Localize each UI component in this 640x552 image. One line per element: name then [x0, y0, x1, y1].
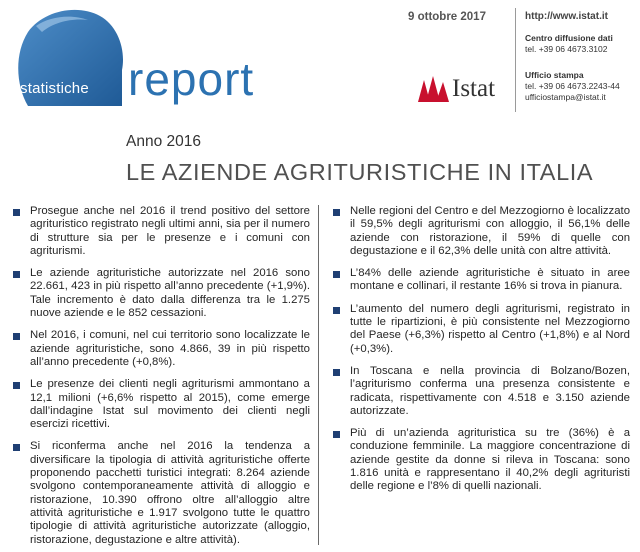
bullet-text: Le presenze dei clienti negli agriturismi ammontano a 12,1 milioni (+6,6% rispetto al 2015), come emerge dall’indagine Istat sul movimento dei clienti negli esercizi ricettivi. — [30, 378, 310, 431]
left-column — [8, 205, 310, 552]
contact-email[interactable]: ufficiostampa@istat.it — [525, 92, 606, 102]
release-date: 9 ottobre 2017 — [408, 11, 486, 23]
contact-phone: tel. +39 06 4673.2243-44 — [525, 81, 620, 91]
contact-press-office — [525, 70, 620, 103]
list-item — [8, 440, 310, 546]
contact-data-center — [525, 33, 613, 55]
bullet-square-icon — [13, 271, 20, 278]
contact-title: Ufficio stampa — [525, 70, 584, 80]
bullet-square-icon — [13, 444, 20, 451]
list-item — [8, 205, 310, 258]
bullet-square-icon — [333, 209, 340, 216]
bullet-text: Le aziende agrituristiche autorizzate nel 2016 sono 22.661, 423 in più rispetto all’anno precedente (+1,9%). Tale incremento è dato dalla differenza tra le 1.275 nuove aziende e le 852 cessazioni. — [30, 267, 310, 320]
report-year: Anno 2016 — [126, 133, 201, 150]
right-column — [328, 205, 630, 503]
logo-label: statistiche — [20, 80, 89, 97]
list-item — [328, 365, 630, 418]
header-divider — [515, 8, 516, 112]
bullet-text: In Toscana e nella provincia di Bolzano/Bozen, l’agriturismo conferma una presenza consistente e radicata, rispettivamente con 4.518 e 3.150 aziende autorizzate. — [350, 364, 630, 417]
bullet-square-icon — [13, 333, 20, 340]
statistiche-report-logo — [14, 6, 294, 114]
contact-phone: tel. +39 06 4673.3102 — [525, 44, 608, 54]
list-item — [328, 205, 630, 258]
column-divider — [318, 205, 319, 545]
bullet-square-icon — [333, 431, 340, 438]
list-item — [328, 427, 630, 493]
logo-wordmark: report — [128, 53, 255, 105]
contact-title: Centro diffusione dati — [525, 33, 613, 43]
bullet-square-icon — [333, 271, 340, 278]
bullet-square-icon — [333, 307, 340, 314]
bullet-text: L’aumento del numero degli agriturismi, registrato in tutte le ripartizioni, è più consistente nel Mezzogiorno del Paese (+6,3%) rispetto al Centro (+1,8%) e al Nord (+0,3%). — [350, 302, 630, 355]
bullet-square-icon — [13, 209, 20, 216]
list-item — [328, 267, 630, 294]
website-link[interactable]: http://www.istat.it — [525, 11, 608, 22]
list-item — [328, 303, 630, 356]
bullet-text: Nel 2016, i comuni, nel cui territorio sono localizzate le aziende agrituristiche, sono 4.866, 39 in più rispetto all’anno precedente (+0,8%). — [30, 329, 310, 368]
bullet-square-icon — [333, 369, 340, 376]
bullet-text: Si riconferma anche nel 2016 la tendenza a diversificare la tipologia di attività agrituristiche offerte proponendo pacchetti turistici integrati: 8.264 aziende svolgono contemporaneamente attività di alloggio e ristorazione, 10.390 offrono oltre all’alloggio altre attività agrituristiche e 1.917 svolgono tutte le quattro tipologie di attività agrituristiche autorizzate (alloggio, ristorazione, degustazione e altre attività). — [30, 440, 310, 546]
list-item — [8, 329, 310, 369]
bullet-square-icon — [13, 382, 20, 389]
bullet-text: Nelle regioni del Centro e del Mezzogiorno è localizzato il 59,5% degli agriturismi con alloggio, il 56,1% delle aziende con ristorazione, il 59% di quelle con degustazione e il 62,3% delle unità con altre attività. — [350, 205, 630, 257]
logo-circle-icon — [14, 6, 126, 114]
list-item — [8, 378, 310, 431]
bullet-text: L’84% delle aziende agrituristiche è situato in aree montane e collinari, il restante 16% si trova in pianura. — [350, 267, 630, 293]
bullet-text: Più di un’azienda agrituristica su tre (36%) è a conduzione femminile. La maggiore concentrazione di aziende gestite da donne si rileva in Toscana: sono 1.816 unità e rappresentano il 40,2% degli agrituristi delle regione e l’8% di quelli nazionali. — [350, 427, 630, 493]
page-title: LE AZIENDE AGRITURISTICHE IN ITALIA — [126, 159, 594, 185]
bullet-text: Prosegue anche nel 2016 il trend positivo del settore agrituristico registrato negli ultimi anni, sia per il numero di strutture sia per le presenze e i comuni con agriturismi. — [30, 205, 310, 257]
istat-wordmark: Istat — [452, 75, 496, 102]
list-item — [8, 267, 310, 320]
